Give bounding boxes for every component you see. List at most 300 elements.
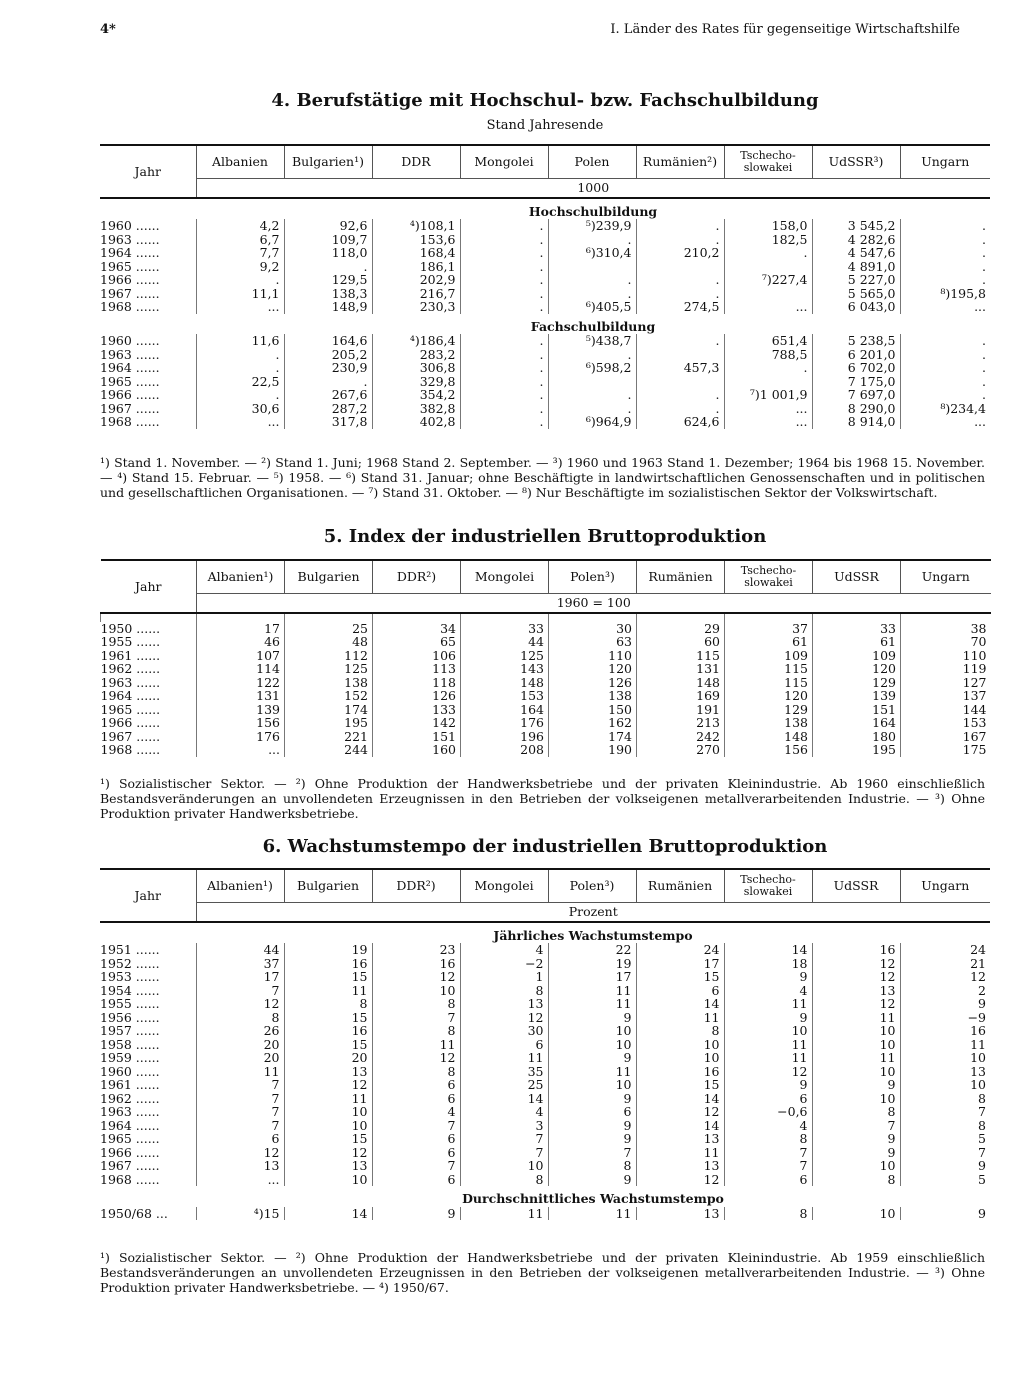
value-cell: 16 bbox=[636, 1065, 724, 1079]
value-cell: 10 bbox=[812, 1092, 900, 1106]
year-cell: 1955 ...... bbox=[100, 996, 160, 1011]
value-cell: ⁴)15 bbox=[196, 1207, 284, 1221]
value-cell: . bbox=[900, 219, 990, 233]
value-cell: 213 bbox=[637, 716, 725, 730]
value-cell: 4,2 bbox=[196, 219, 284, 233]
value-cell: 7 bbox=[372, 1159, 460, 1173]
value-cell: 4 bbox=[372, 1105, 460, 1119]
value-cell: . bbox=[636, 233, 724, 247]
year-cell: 1963 ...... bbox=[100, 231, 160, 247]
value-cell: 12 bbox=[812, 957, 900, 971]
value-cell: 5 bbox=[900, 1132, 990, 1146]
value-cell: 9 bbox=[900, 997, 990, 1011]
value-cell: 12 bbox=[284, 1078, 372, 1092]
value-cell: 17 bbox=[636, 957, 724, 971]
value-cell: 12 bbox=[812, 970, 900, 984]
value-cell: 196 bbox=[461, 730, 549, 744]
table-row bbox=[100, 415, 990, 429]
value-cell: ⁸)195,8 bbox=[900, 287, 990, 301]
value-cell: 22 bbox=[548, 943, 636, 957]
value-cell: 12 bbox=[812, 997, 900, 1011]
header-row bbox=[100, 145, 990, 179]
value-cell: 11 bbox=[548, 984, 636, 998]
year-cell: 1968 ...... bbox=[100, 299, 160, 314]
value-cell: 195 bbox=[813, 743, 901, 757]
value-cell: 13 bbox=[196, 1159, 284, 1173]
value-cell: . bbox=[548, 388, 636, 402]
value-cell: 9 bbox=[812, 1132, 900, 1146]
value-cell: 16 bbox=[284, 1024, 372, 1038]
value-cell: 15 bbox=[284, 1038, 372, 1052]
value-cell: . bbox=[460, 361, 548, 375]
value-cell: 137 bbox=[901, 689, 991, 703]
value-cell: 30 bbox=[549, 622, 637, 636]
value-cell: 1 bbox=[460, 970, 548, 984]
value-cell: 7 bbox=[196, 984, 284, 998]
value-cell: 169 bbox=[637, 689, 725, 703]
value-cell: 162 bbox=[549, 716, 637, 730]
value-cell: 283,2 bbox=[372, 348, 460, 362]
value-cell: 18 bbox=[724, 957, 812, 971]
value-cell: 6 bbox=[636, 984, 724, 998]
value-cell: 11 bbox=[812, 1011, 900, 1025]
value-cell: . bbox=[196, 388, 284, 402]
value-cell: . bbox=[460, 287, 548, 301]
value-cell: 7 bbox=[196, 1119, 284, 1133]
country-header: Polen bbox=[548, 145, 636, 179]
value-cell: 9 bbox=[900, 1159, 990, 1173]
subheading-row bbox=[100, 198, 990, 220]
value-cell: 208 bbox=[461, 743, 549, 757]
value-cell: 202,9 bbox=[372, 273, 460, 287]
value-cell: . bbox=[636, 334, 724, 348]
value-cell: 4 282,6 bbox=[812, 233, 900, 247]
value-cell: . bbox=[548, 348, 636, 362]
value-cell: 7 bbox=[812, 1119, 900, 1133]
country-header: Ungarn bbox=[900, 145, 990, 179]
value-cell: 9 bbox=[548, 1132, 636, 1146]
table6-title: 6. Wachstumstempo der industriellen Bruttoproduktion bbox=[262, 836, 828, 857]
value-cell: 16 bbox=[812, 943, 900, 957]
value-cell: 7 bbox=[372, 1011, 460, 1025]
value-cell: 10 bbox=[548, 1038, 636, 1052]
table-row bbox=[100, 957, 990, 971]
value-cell: 12 bbox=[372, 1051, 460, 1065]
table5-footnotes: ¹) Sozialistischer Sektor. — ²) Ohne Produktion der Handwerksbetriebe und der privaten Kleinindustrie. Ab 1960 einschließlich Bestandsveränderungen an unvollendeten Erzeugnissen in den Betrieben der volkseigenen metallverarbeitenden Industrie. — ³) Ohne Produktion privater Handwerksbetriebe. bbox=[100, 776, 985, 821]
value-cell: 12 bbox=[900, 970, 990, 984]
table-row bbox=[101, 622, 991, 636]
value-cell: . bbox=[900, 246, 990, 260]
table-row bbox=[100, 1078, 990, 1092]
year-cell: 1967 ...... bbox=[100, 400, 160, 416]
year-cell: 1954 ...... bbox=[100, 982, 160, 998]
value-cell: 402,8 bbox=[372, 415, 460, 429]
value-cell: 114 bbox=[197, 662, 285, 676]
year-cell: 1967 ...... bbox=[100, 728, 161, 744]
value-cell: 11,1 bbox=[196, 287, 284, 301]
table-row bbox=[100, 1065, 990, 1079]
country-header: DDR bbox=[372, 145, 460, 179]
value-cell: 9 bbox=[548, 1173, 636, 1187]
value-cell: 61 bbox=[813, 635, 901, 649]
year-cell: 1967 ...... bbox=[100, 1158, 160, 1173]
table-row bbox=[100, 1092, 990, 1106]
year-cell: 1961 ...... bbox=[100, 647, 161, 663]
value-cell: 10 bbox=[372, 984, 460, 998]
value-cell: 12 bbox=[196, 1146, 284, 1160]
value-cell: . bbox=[460, 233, 548, 247]
value-cell: 6 043,0 bbox=[812, 300, 900, 314]
value-cell: 22,5 bbox=[196, 375, 284, 389]
value-cell: 230,9 bbox=[284, 361, 372, 375]
value-cell: 29 bbox=[637, 622, 725, 636]
value-cell: 7 bbox=[900, 1105, 990, 1119]
country-header: Albanien¹) bbox=[196, 869, 284, 903]
value-cell: 8 914,0 bbox=[812, 415, 900, 429]
subheading: Jährliches Wachstumstempo bbox=[493, 927, 693, 943]
value-cell: . bbox=[460, 260, 548, 274]
unit-label: Prozent bbox=[196, 903, 990, 922]
table-row bbox=[100, 1207, 990, 1221]
value-cell: . bbox=[460, 348, 548, 362]
value-cell: 138 bbox=[549, 689, 637, 703]
value-cell: 15 bbox=[636, 970, 724, 984]
page-header bbox=[100, 22, 960, 42]
value-cell bbox=[548, 260, 636, 274]
value-cell: 186,1 bbox=[372, 260, 460, 274]
value-cell: 7,7 bbox=[196, 246, 284, 260]
value-cell: 205,2 bbox=[284, 348, 372, 362]
country-header: Ungarn bbox=[901, 560, 991, 594]
year-cell: 1955 ...... bbox=[100, 634, 161, 649]
value-cell: 110 bbox=[901, 649, 991, 663]
value-cell: 11 bbox=[636, 1011, 724, 1025]
table-row bbox=[101, 716, 991, 730]
year-cell: 1965 ...... bbox=[100, 701, 161, 717]
header-row bbox=[100, 869, 990, 903]
value-cell: 17 bbox=[196, 970, 284, 984]
value-cell: 119 bbox=[901, 662, 991, 676]
value-cell: . bbox=[284, 375, 372, 389]
value-cell: 156 bbox=[725, 743, 813, 757]
year-cell: 1968 ...... bbox=[100, 1171, 160, 1187]
value-cell: 11 bbox=[196, 1065, 284, 1079]
year-cell: 1956 ...... bbox=[100, 1009, 160, 1025]
value-cell: 10 bbox=[284, 1119, 372, 1133]
value-cell: 11 bbox=[900, 1038, 990, 1052]
value-cell: . bbox=[548, 287, 636, 301]
year-cell: 1961 ...... bbox=[100, 1077, 160, 1092]
value-cell: 10 bbox=[284, 1173, 372, 1187]
value-cell: 14 bbox=[460, 1092, 548, 1106]
value-cell: 11 bbox=[636, 1146, 724, 1160]
value-cell: 21 bbox=[900, 957, 990, 971]
value-cell: 8 bbox=[724, 1132, 812, 1146]
value-cell: 4 bbox=[724, 984, 812, 998]
value-cell: 106 bbox=[373, 649, 461, 663]
value-cell: 7 bbox=[724, 1159, 812, 1173]
year-cell: 1964 ...... bbox=[100, 688, 161, 703]
value-cell: 9 bbox=[548, 1119, 636, 1133]
value-cell: 10 bbox=[812, 1159, 900, 1173]
value-cell: 4 bbox=[460, 1105, 548, 1119]
value-cell: 8 bbox=[900, 1092, 990, 1106]
value-cell: . bbox=[636, 287, 724, 301]
value-cell: 175 bbox=[901, 743, 991, 757]
value-cell: 6 bbox=[372, 1146, 460, 1160]
value-cell: 151 bbox=[373, 730, 461, 744]
value-cell: 788,5 bbox=[724, 348, 812, 362]
subheading-row bbox=[100, 922, 990, 944]
value-cell: 9 bbox=[372, 1207, 460, 1221]
country-header: DDR²) bbox=[372, 869, 460, 903]
table-row bbox=[100, 273, 990, 287]
year-cell: 1963 ...... bbox=[100, 346, 160, 362]
table-row bbox=[100, 233, 990, 247]
value-cell: . bbox=[460, 375, 548, 389]
value-cell: 267,6 bbox=[284, 388, 372, 402]
value-cell: 10 bbox=[812, 1024, 900, 1038]
country-header: Tschecho-slowakei bbox=[724, 145, 812, 179]
year-cell: 1966 ...... bbox=[100, 1144, 160, 1160]
value-cell: 7 bbox=[196, 1105, 284, 1119]
value-cell: 287,2 bbox=[284, 402, 372, 416]
value-cell: 60 bbox=[637, 635, 725, 649]
value-cell: . bbox=[548, 402, 636, 416]
table-row bbox=[100, 1159, 990, 1173]
value-cell: 148 bbox=[461, 676, 549, 690]
table4 bbox=[100, 144, 990, 429]
value-cell: 9 bbox=[812, 1146, 900, 1160]
value-cell: 118 bbox=[373, 676, 461, 690]
value-cell: 6 bbox=[372, 1132, 460, 1146]
value-cell: 651,4 bbox=[724, 334, 812, 348]
value-cell: 10 bbox=[548, 1024, 636, 1038]
value-cell: 10 bbox=[900, 1051, 990, 1065]
value-cell: 139 bbox=[197, 703, 285, 717]
value-cell: 329,8 bbox=[372, 375, 460, 389]
value-cell: . bbox=[548, 273, 636, 287]
year-cell: 1950 ...... bbox=[100, 620, 161, 636]
value-cell: 131 bbox=[637, 662, 725, 676]
value-cell: 6 bbox=[196, 1132, 284, 1146]
table-row bbox=[101, 676, 991, 690]
value-cell: 4 547,6 bbox=[812, 246, 900, 260]
value-cell: 174 bbox=[549, 730, 637, 744]
table-row bbox=[100, 970, 990, 984]
value-cell: ... bbox=[196, 415, 284, 429]
value-cell: 8 bbox=[284, 997, 372, 1011]
value-cell: 15 bbox=[284, 970, 372, 984]
value-cell: 112 bbox=[285, 649, 373, 663]
value-cell: 138 bbox=[725, 716, 813, 730]
year-cell: 1950/68 ... bbox=[100, 1205, 168, 1221]
year-cell: 1964 ...... bbox=[100, 360, 160, 375]
value-cell: 65 bbox=[373, 635, 461, 649]
table-row bbox=[100, 1132, 990, 1146]
value-cell: 20 bbox=[284, 1051, 372, 1065]
value-cell: −0,6 bbox=[724, 1105, 812, 1119]
year-cell: 1958 ...... bbox=[100, 1036, 160, 1052]
year-cell: 1967 ...... bbox=[100, 285, 160, 301]
value-cell: 9 bbox=[900, 1207, 990, 1221]
year-cell: 1966 ...... bbox=[100, 272, 160, 287]
value-cell: . bbox=[460, 219, 548, 233]
value-cell: 11 bbox=[372, 1038, 460, 1052]
value-cell bbox=[636, 260, 724, 274]
value-cell: 317,8 bbox=[284, 415, 372, 429]
value-cell: 5 bbox=[900, 1173, 990, 1187]
value-cell: . bbox=[548, 233, 636, 247]
country-header: DDR²) bbox=[373, 560, 461, 594]
value-cell: 7 bbox=[900, 1146, 990, 1160]
country-header: Tschecho-slowakei bbox=[724, 869, 812, 903]
value-cell: 13 bbox=[636, 1207, 724, 1221]
value-cell: 118,0 bbox=[284, 246, 372, 260]
table6-footnotes: ¹) Sozialistischer Sektor. — ²) Ohne Produktion der Handwerksbetriebe und der privaten Kleinindustrie. Ab 1959 einschließlich Bestandsveränderungen an unvollendeten Erzeugnissen in den Betrieben der volkseigenen metallverarbeitenden Industrie. — ³) Ohne Produktion privater Handwerksbetriebe. — ⁴) 1950/67. bbox=[100, 1250, 985, 1295]
value-cell: . bbox=[636, 219, 724, 233]
value-cell bbox=[724, 260, 812, 274]
value-cell: 11 bbox=[724, 1051, 812, 1065]
value-cell: 30,6 bbox=[196, 402, 284, 416]
value-cell: 12 bbox=[372, 970, 460, 984]
value-cell: 13 bbox=[460, 997, 548, 1011]
table-row bbox=[100, 388, 990, 402]
value-cell: 9 bbox=[548, 1011, 636, 1025]
value-cell: ⁶)964,9 bbox=[548, 415, 636, 429]
year-cell: 1960 ...... bbox=[100, 333, 160, 348]
value-cell: 92,6 bbox=[284, 219, 372, 233]
value-cell: ... bbox=[196, 1173, 284, 1187]
value-cell: 14 bbox=[284, 1207, 372, 1221]
value-cell: 11 bbox=[724, 1038, 812, 1052]
value-cell: 107 bbox=[197, 649, 285, 663]
value-cell: 10 bbox=[548, 1078, 636, 1092]
year-cell: 1962 ...... bbox=[100, 661, 161, 676]
value-cell: 158,0 bbox=[724, 219, 812, 233]
value-cell: 14 bbox=[636, 1092, 724, 1106]
value-cell: 138 bbox=[285, 676, 373, 690]
value-cell: 35 bbox=[460, 1065, 548, 1079]
value-cell: 17 bbox=[548, 970, 636, 984]
value-cell: 13 bbox=[284, 1065, 372, 1079]
value-cell: 153,6 bbox=[372, 233, 460, 247]
value-cell: 120 bbox=[725, 689, 813, 703]
value-cell: 624,6 bbox=[636, 415, 724, 429]
value-cell: 19 bbox=[284, 943, 372, 957]
value-cell: 8 bbox=[548, 1159, 636, 1173]
value-cell: ⁸)234,4 bbox=[900, 402, 990, 416]
value-cell: 153 bbox=[461, 689, 549, 703]
value-cell: 38 bbox=[901, 622, 991, 636]
year-cell: 1968 ...... bbox=[100, 742, 161, 757]
value-cell: ... bbox=[900, 415, 990, 429]
year-cell: 1952 ...... bbox=[100, 955, 160, 971]
value-cell: 12 bbox=[636, 1105, 724, 1119]
value-cell: 25 bbox=[460, 1078, 548, 1092]
country-header: Bulgarien bbox=[285, 560, 373, 594]
table-row bbox=[100, 300, 990, 314]
value-cell bbox=[636, 375, 724, 389]
value-cell: 138,3 bbox=[284, 287, 372, 301]
value-cell: 274,5 bbox=[636, 300, 724, 314]
value-cell bbox=[724, 287, 812, 301]
value-cell: 24 bbox=[900, 943, 990, 957]
value-cell: −2 bbox=[460, 957, 548, 971]
value-cell: 131 bbox=[197, 689, 285, 703]
year-cell: 1964 ...... bbox=[100, 1117, 160, 1133]
value-cell: 8 bbox=[372, 1024, 460, 1038]
value-cell: 11 bbox=[284, 1092, 372, 1106]
value-cell: 7 bbox=[548, 1146, 636, 1160]
value-cell: 230,3 bbox=[372, 300, 460, 314]
country-header: Mongolei bbox=[461, 560, 549, 594]
value-cell: 11 bbox=[460, 1207, 548, 1221]
year-cell: 1966 ...... bbox=[100, 715, 161, 730]
value-cell: 8 bbox=[196, 1011, 284, 1025]
value-cell: 12 bbox=[196, 997, 284, 1011]
value-cell: 14 bbox=[724, 943, 812, 957]
country-header: Polen³) bbox=[548, 869, 636, 903]
value-cell: ... bbox=[197, 743, 285, 757]
value-cell: 115 bbox=[637, 649, 725, 663]
value-cell: 3 bbox=[460, 1119, 548, 1133]
subheading: Durchschnittliches Wachstumstempo bbox=[462, 1191, 724, 1206]
table-row bbox=[100, 260, 990, 274]
value-cell: ⁵)438,7 bbox=[548, 334, 636, 348]
unit-label: 1960 = 100 bbox=[197, 594, 991, 613]
value-cell: 148 bbox=[637, 676, 725, 690]
value-cell: 11 bbox=[284, 984, 372, 998]
value-cell: . bbox=[900, 348, 990, 362]
value-cell: ⁷)227,4 bbox=[724, 273, 812, 287]
value-cell bbox=[636, 348, 724, 362]
value-cell: 6 bbox=[724, 1173, 812, 1187]
unit-row bbox=[101, 594, 991, 613]
table-row bbox=[100, 348, 990, 362]
value-cell: 148,9 bbox=[284, 300, 372, 314]
value-cell: 153 bbox=[901, 716, 991, 730]
value-cell: 9 bbox=[724, 1011, 812, 1025]
value-cell: 10 bbox=[812, 1065, 900, 1079]
value-cell: 10 bbox=[724, 1024, 812, 1038]
value-cell: 115 bbox=[725, 662, 813, 676]
year-cell: 1960 ...... bbox=[100, 1063, 160, 1079]
country-header: Rumänien bbox=[637, 560, 725, 594]
value-cell: 122 bbox=[197, 676, 285, 690]
value-cell: 6 bbox=[548, 1105, 636, 1119]
value-cell: 44 bbox=[196, 943, 284, 957]
year-cell: 1957 ...... bbox=[100, 1023, 160, 1038]
value-cell: 33 bbox=[461, 622, 549, 636]
value-cell: 8 bbox=[372, 1065, 460, 1079]
value-cell: 9 bbox=[548, 1051, 636, 1065]
country-header: Mongolei bbox=[460, 869, 548, 903]
value-cell: 242 bbox=[637, 730, 725, 744]
unit-row bbox=[100, 179, 990, 198]
value-cell: ... bbox=[724, 415, 812, 429]
year-column-header: Jahr bbox=[100, 145, 196, 198]
table-row bbox=[100, 984, 990, 998]
table-row bbox=[100, 1146, 990, 1160]
value-cell: 6 bbox=[724, 1092, 812, 1106]
value-cell: . bbox=[460, 273, 548, 287]
value-cell: ⁶)310,4 bbox=[548, 246, 636, 260]
value-cell: . bbox=[284, 260, 372, 274]
value-cell: . bbox=[900, 361, 990, 375]
country-header: Albanien¹) bbox=[197, 560, 285, 594]
country-header: Mongolei bbox=[460, 145, 548, 179]
